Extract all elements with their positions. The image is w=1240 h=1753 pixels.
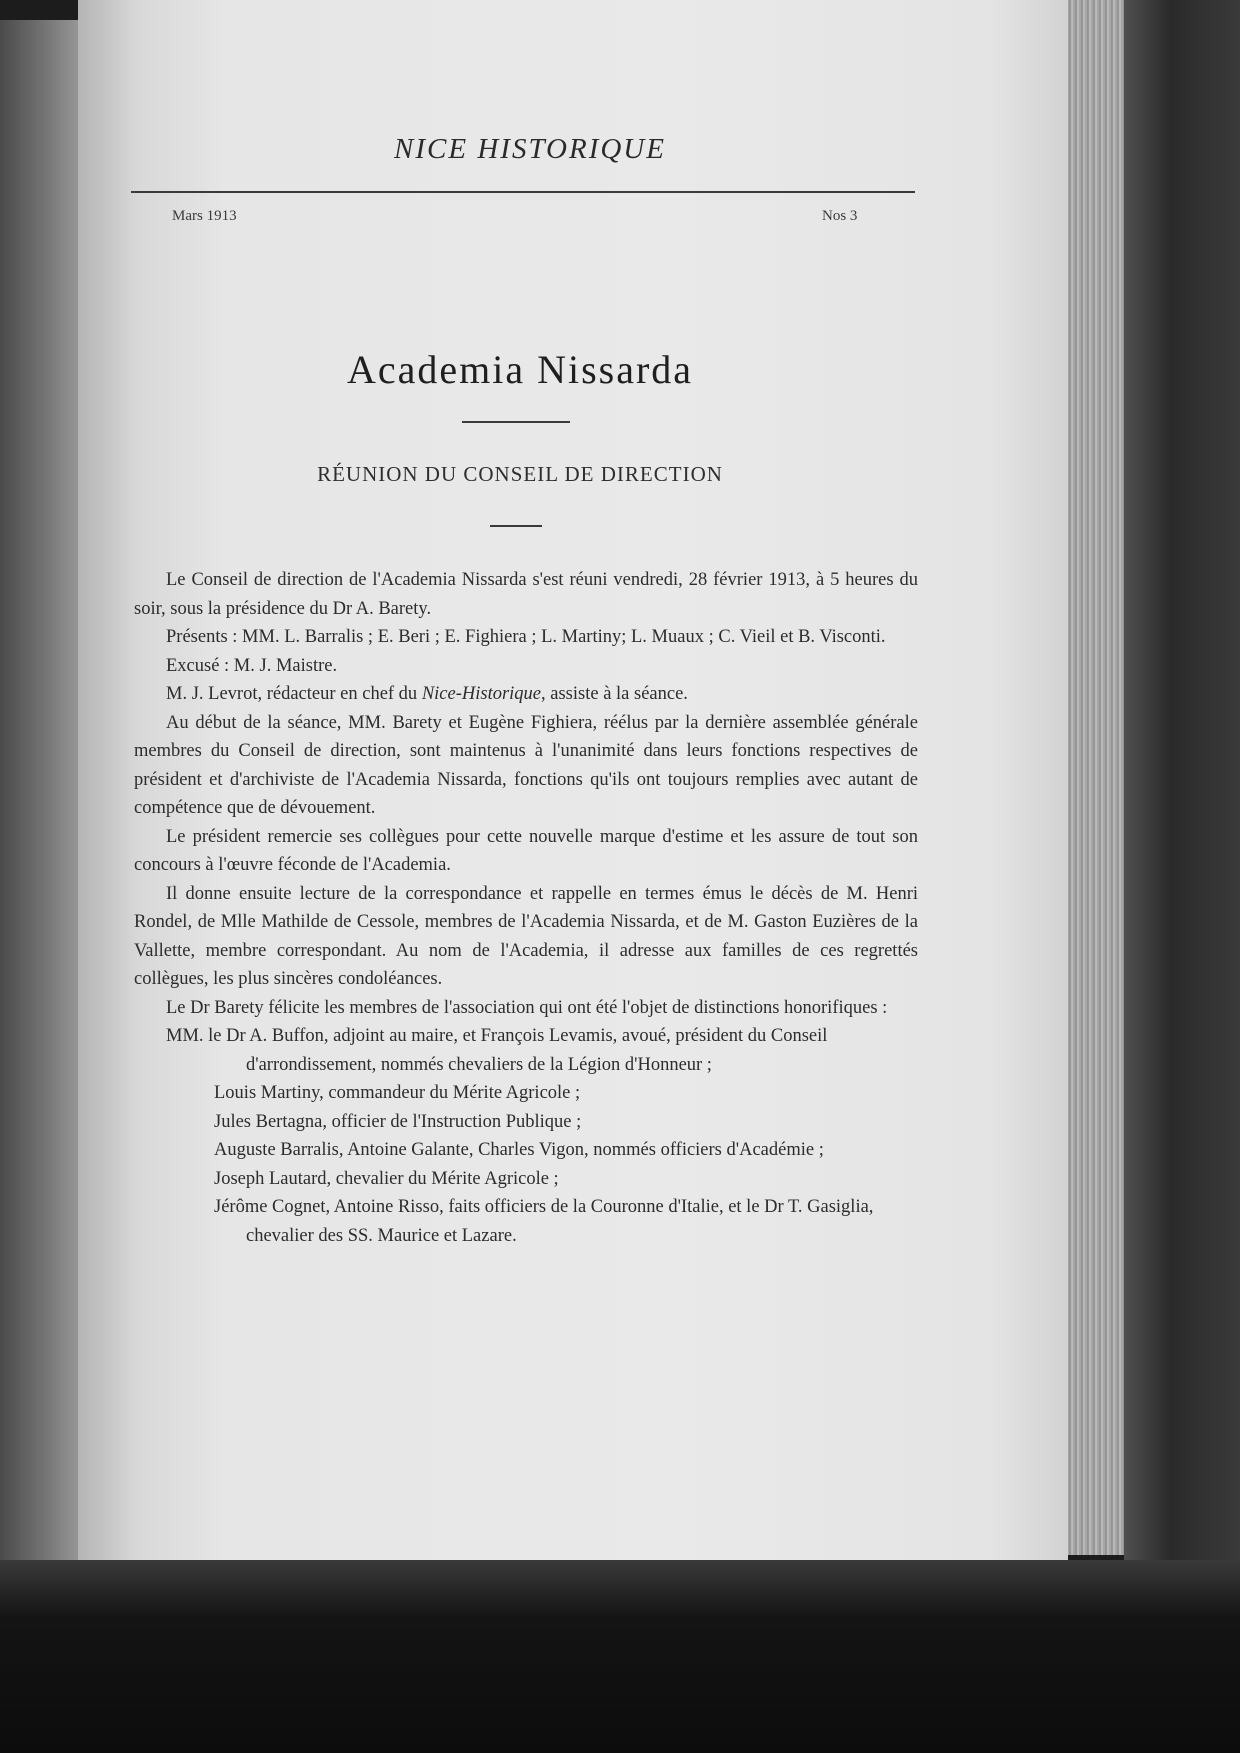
journal-name: Nice-Historique xyxy=(421,684,542,704)
paragraph-condolences: Il donne ensuite lecture de la correspondance et rappelle en termes émus le décès de M. Henri Rondel, de Mlle Mathilde de Cessole, membres de l'Academia Nissarda, et de M. Gaston Euzières de la Vallette, membre correspondant. Au nom de l'Academia, il adresse aux familles de ces regrettés collègues, les plus sincères condoléances. xyxy=(134,883,918,989)
editor-text-end: , assiste à la séance. xyxy=(541,684,688,704)
issue-date: Mars 1913 xyxy=(172,208,237,224)
list-item: MM. le Dr A. Buffon, adjoint au maire, et François Levamis, avoué, président du Conseil d'arrondissement, nommés chevaliers de la Légion d'Honneur ; xyxy=(166,1026,828,1075)
list-item: Jules Bertagna, officier de l'Instruction Publique ; xyxy=(214,1111,582,1132)
editor-text-start: M. J. Levrot, rédacteur en chef du xyxy=(166,684,418,704)
scan-background xyxy=(0,1560,1240,1753)
list-item: Louis Martiny, commandeur du Mérite Agricole ; xyxy=(214,1083,581,1103)
header-rule xyxy=(131,191,915,193)
book-spine xyxy=(1124,0,1240,1600)
issue-number: Nos 3 xyxy=(822,208,858,224)
paragraph-excused: Excusé : M. J. Maistre. xyxy=(166,655,338,676)
list-item: Jérôme Cognet, Antoine Risso, faits officiers de la Couronne d'Italie, et le Dr T. Gasiglia, chevalier des SS. Maurice et Lazare. xyxy=(214,1197,874,1246)
paragraph-meeting-intro: Le Conseil de direction de l'Academia Nissarda s'est réuni vendredi, 28 février 1913, à 5 heures du soir, sous la présidence du Dr A. Barety. xyxy=(134,570,918,619)
paragraph-distinctions: Le Dr Barety félicite les membres de l'association qui ont été l'objet de distinctions honorifiques : xyxy=(166,997,888,1018)
paragraph-editor xyxy=(134,680,918,709)
page-stack-edge xyxy=(1068,0,1124,1555)
paragraph-attendees: Présents : MM. L. Barralis ; E. Beri ; E. Fighiera ; L. Martiny; L. Muaux ; C. Vieil et B. Visconti. xyxy=(166,627,886,647)
honors-list xyxy=(134,1022,918,1250)
paragraph-thanks: Le président remercie ses collègues pour cette nouvelle marque d'estime et les assure de tout son concours à l'œuvre féconde de l'Academia. xyxy=(134,826,918,875)
list-item: Joseph Lautard, chevalier du Mérite Agricole ; xyxy=(214,1168,559,1189)
article-body xyxy=(134,566,918,1250)
section-divider xyxy=(462,421,570,423)
journal-title: NICE HISTORIQUE xyxy=(394,133,666,165)
paragraph-reelection: Au début de la séance, MM. Barety et Eugène Fighiera, réélus par la dernière assemblée générale membres du Conseil de direction, sont maintenus à l'unanimité dans leurs fonctions respectives de président et d'archiviste de l'Academia Nissarda, fonctions qu'ils ont toujours remplies avec autant de compétence que de dévouement. xyxy=(134,712,918,818)
list-item: Auguste Barralis, Antoine Galante, Charles Vigon, nommés officiers d'Académie ; xyxy=(214,1140,824,1160)
society-name: Academia Nissarda xyxy=(346,347,694,392)
section-divider-short xyxy=(490,525,542,527)
meeting-title: RÉUNION DU CONSEIL DE DIRECTION xyxy=(317,462,723,486)
